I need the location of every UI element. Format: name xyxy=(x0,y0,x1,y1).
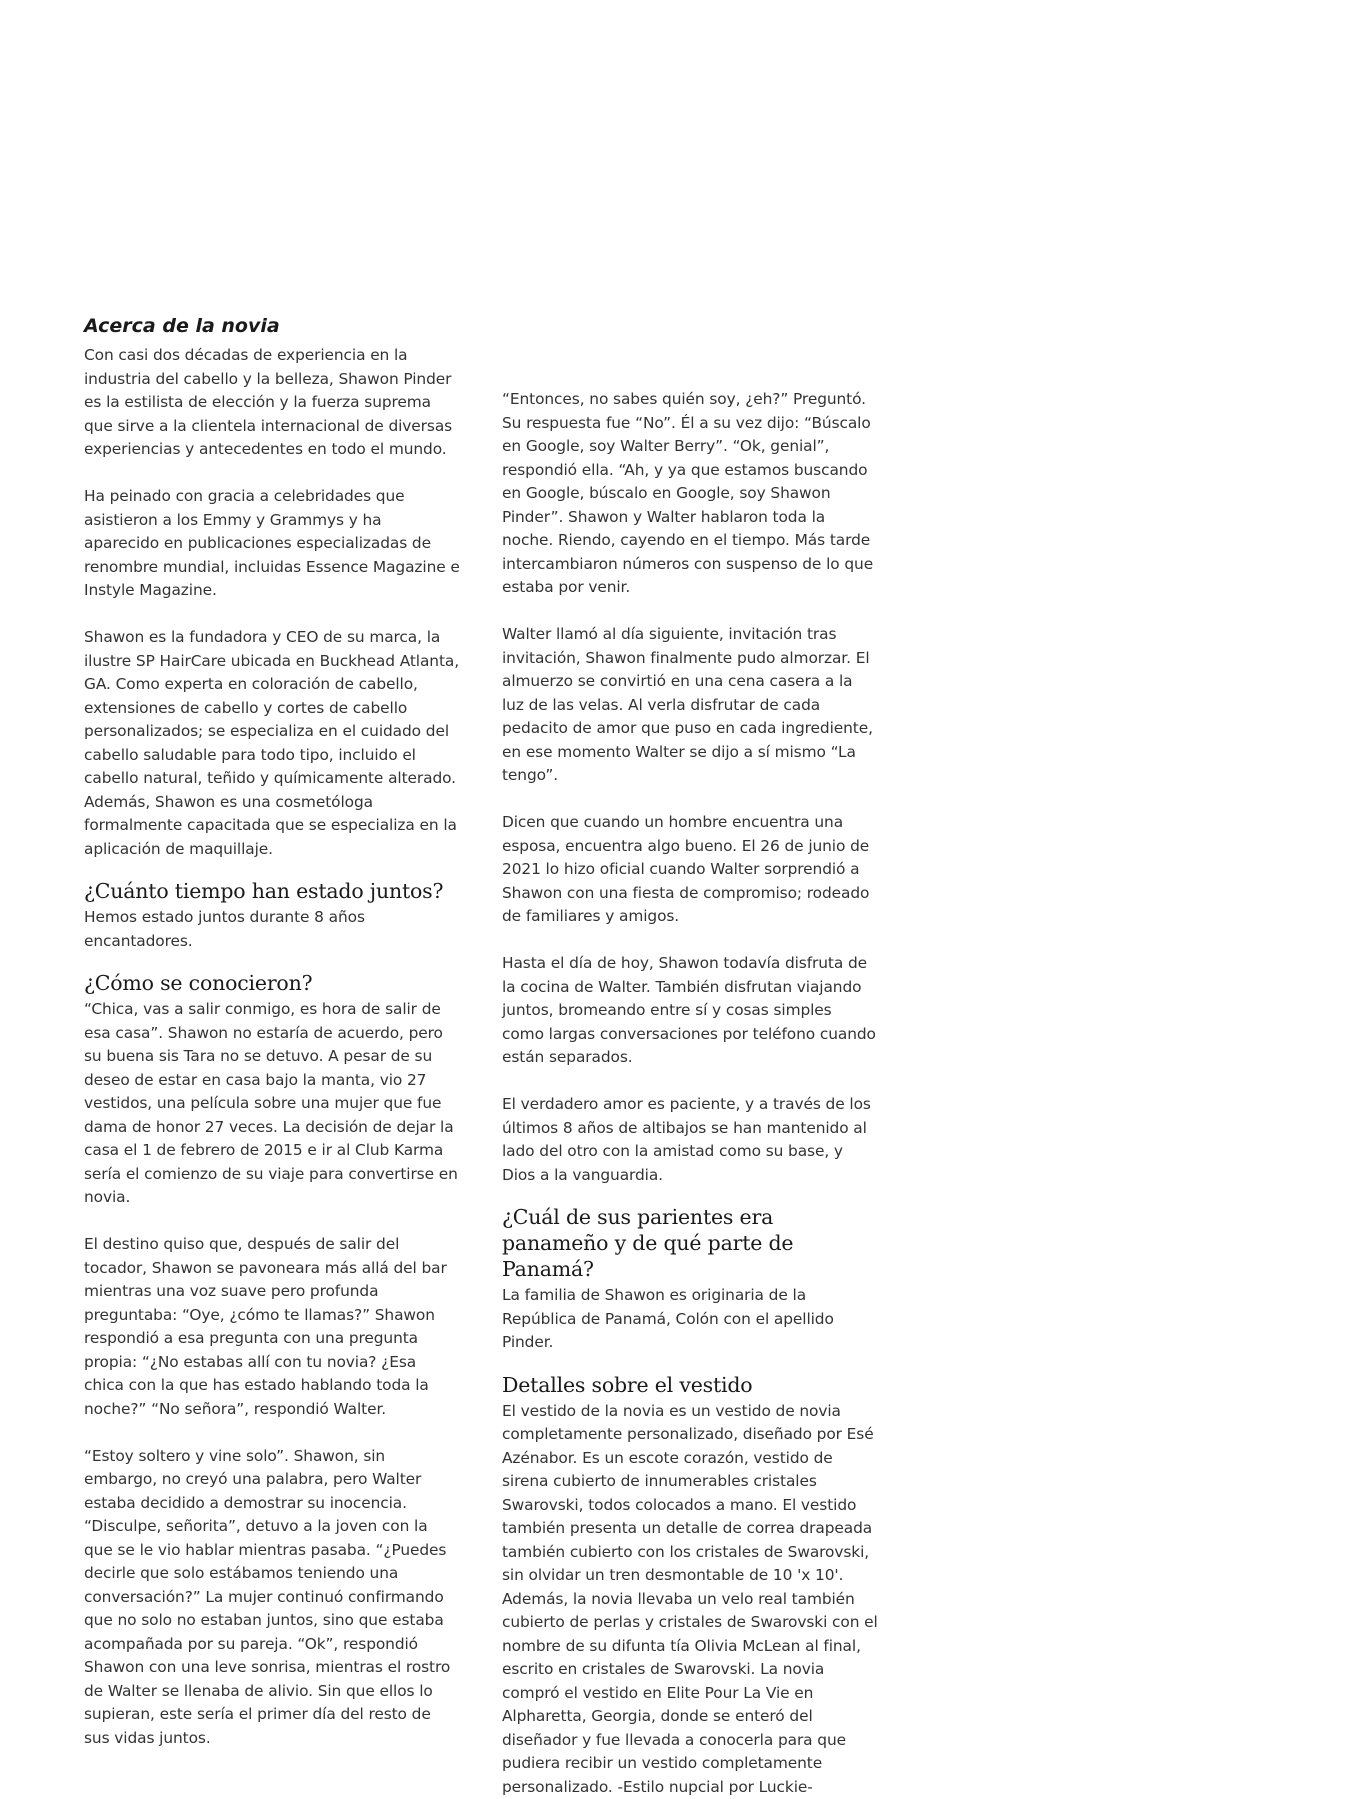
story-paragraph-4: Hasta el día de hoy, Shawon todavía disfruta de la cocina de Walter. También disfrutan viajando juntos, bromeando entre sí y cosas simples como largas conversaciones por teléfono cuando están separados. xyxy=(502,952,878,1070)
about-bride-heading: Acerca de la novia xyxy=(84,314,460,338)
how-met-paragraph-2: El destino quiso que, después de salir del tocador, Shawon se pavoneara más allá del bar mientras una voz suave pero profunda preguntaba: “Oye, ¿cómo te llamas?” Shawon respondió a esa pregunta con una pregunta propia: “¿No estabas allí con tu novia? ¿Esa chica con la que has estado hablando toda la noche?” “No señora”, respondió Walter. xyxy=(84,1233,460,1421)
question-panama-heading: ¿Cuál de sus parientes era panameño y de qué parte de Panamá? xyxy=(502,1204,878,1282)
story-paragraph-5: El verdadero amor es paciente, y a través de los últimos 8 años de altibajos se han mantenido al lado del otro con la amistad como su base, y Dios a la vanguardia. xyxy=(502,1093,878,1187)
question-how-met-heading: ¿Cómo se conocieron? xyxy=(84,970,460,996)
story-paragraph-1: “Entonces, no sabes quién soy, ¿eh?” Preguntó. Su respuesta fue “No”. Él a su vez dijo: “Búscalo en Google, soy Walter Berry”. “Ok, genial”, respondió ella. “Ah, y ya que estamos buscando en Google, búscalo en Google, soy Shawon Pinder”. Shawon y Walter hablaron toda la noche. Riendo, cayendo en el tiempo. Más tarde intercambiaron números con suspenso de lo que estaba por venir. xyxy=(502,388,878,600)
about-paragraph-2: Ha peinado con gracia a celebridades que asistieron a los Emmy y Grammys y ha aparecido en publicaciones especializadas de renombre mundial, incluidas Essence Magazine e Instyle Magazine. xyxy=(84,485,460,603)
dress-details-paragraph: El vestido de la novia es un vestido de novia completamente personalizado, diseñado por Esé Azénabor. Es un escote corazón, vestido de sirena cubierto de innumerables cristales Swarovski, todos colocados a mano. El vestido también presenta un detalle de correa drapeada también cubierto con los cristales de Swarovski, sin olvidar un tren desmontable de 10 'x 10'. Además, la novia llevaba un velo real también cubierto de perlas y cristales de Swarovski con el nombre de su difunta tía Olivia McLean al final, escrito en cristales de Swarovski. La novia compró el vestido en Elite Pour La Vie en Alpharetta, Georgia, donde se enteró del diseñador y fue llevada a conocerla para que pudiera recibir un vestido completamente personalizado. -Estilo nupcial por Luckie- xyxy=(502,1400,878,1799)
left-column xyxy=(84,314,460,1750)
question-how-long-heading: ¿Cuánto tiempo han estado juntos? xyxy=(84,878,460,904)
story-paragraph-3: Dicen que cuando un hombre encuentra una esposa, encuentra algo bueno. El 26 de junio de 2021 lo hizo oficial cuando Walter sorprendió a Shawon con una fiesta de compromiso; rodeado de familiares y amigos. xyxy=(502,811,878,929)
how-met-paragraph-3: “Estoy soltero y vine solo”. Shawon, sin embargo, no creyó una palabra, pero Walter estaba decidido a demostrar su inocencia. “Disculpe, señorita”, detuvo a la joven con la que se le vio hablar mientras pasaba. “¿Puedes decirle que solo estábamos teniendo una conversación?” La mujer continuó confirmando que no solo no estaban juntos, sino que estaba acompañada por su pareja. “Ok”, respondió Shawon con una leve sonrisa, mientras el rostro de Walter se llenaba de alivio. Sin que ellos lo supieran, este sería el primer día del resto de sus vidas juntos. xyxy=(84,1445,460,1751)
how-met-paragraph-1: “Chica, vas a salir conmigo, es hora de salir de esa casa”. Shawon no estaría de acuerdo, pero su buena sis Tara no se detuvo. A pesar de su deseo de estar en casa bajo la manta, vio 27 vestidos, una película sobre una mujer que fue dama de honor 27 veces. La decisión de dejar la casa el 1 de febrero de 2015 e ir al Club Karma sería el comienzo de su viaje para convertirse en novia. xyxy=(84,998,460,1210)
question-panama-answer: La familia de Shawon es originaria de la República de Panamá, Colón con el apellido Pinder. xyxy=(502,1284,878,1355)
about-paragraph-1: Con casi dos décadas de experiencia en la industria del cabello y la belleza, Shawon Pinder es la estilista de elección y la fuerza suprema que sirve a la clientela internacional de diversas experiencias y antecedentes en todo el mundo. xyxy=(84,344,460,462)
story-paragraph-2: Walter llamó al día siguiente, invitación tras invitación, Shawon finalmente pudo almorzar. El almuerzo se convirtió en una cena casera a la luz de las velas. Al verla disfrutar de cada pedacito de amor que puso en cada ingrediente, en ese momento Walter se dijo a sí mismo “La tengo”. xyxy=(502,623,878,788)
right-column xyxy=(502,388,878,1799)
dress-details-heading: Detalles sobre el vestido xyxy=(502,1372,878,1398)
question-how-long-answer: Hemos estado juntos durante 8 años encantadores. xyxy=(84,906,460,953)
about-paragraph-3: Shawon es la fundadora y CEO de su marca, la ilustre SP HairCare ubicada en Buckhead Atlanta, GA. Como experta en coloración de cabello, extensiones de cabello y cortes de cabello personalizados; se especializa en el cuidado del cabello saludable para todo tipo, incluido el cabello natural, teñido y químicamente alterado. Además, Shawon es una cosmetóloga formalmente capacitada que se especializa en la aplicación de maquillaje. xyxy=(84,626,460,861)
